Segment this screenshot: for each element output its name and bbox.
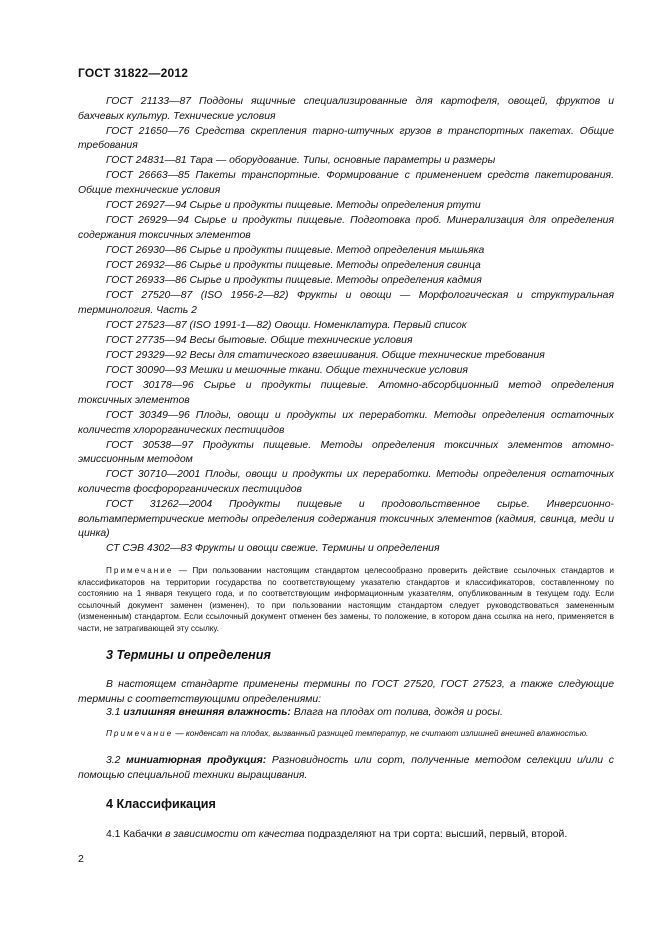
reference-item: ГОСТ 27523—87 (ISO 1991-1—82) Овощи. Номенклатура. Первый список [106,319,467,331]
note-label: Примечание [106,565,174,575]
section-4-paragraph [78,828,614,843]
references-block [78,95,614,634]
reference-item: ГОСТ 27735—94 Весы бытовые. Общие технические условия [106,335,413,346]
reference-item: ГОСТ 30349—96 Плоды, овощи и продукты их переработки. Методы определения остаточных количеств хлорорганических пестицидов [78,409,614,436]
reference-item: СТ СЭВ 4302—83 Фрукты и овощи свежие. Термины и определения [106,543,440,555]
term-3-1-note [78,728,614,740]
term-3-2-number: 3.2 [106,755,121,766]
reference-item: ГОСТ 30538—97 Продукты пищевые. Методы определения токсичных элементов атомно-эмиссионным методом [78,439,614,466]
reference-item: ГОСТ 30710—2001 Плоды, овощи и продукты их переработки. Методы определения остаточных количеств фосфорорганических пестицидов [78,469,614,495]
reference-item: ГОСТ 26930—86 Сырье и продукты пищевые. Метод определения мышьяка [106,244,485,256]
document-header: ГОСТ 31822—2012 [78,66,189,80]
section-4-p-end: подразделяют на три сорта: высший, первый, второй. [304,829,568,840]
reference-item: ГОСТ 30090—93 Мешки и мешочные ткани. Общие технические условия [106,365,468,377]
reference-item: ГОСТ 21133—87 Поддоны ящичные специализированные для картофеля, овощей, фруктов и бахчевых культур. Технические условия [78,96,614,122]
section-3-intro: В настоящем стандарте применены термины по ГОСТ 27520, ГОСТ 27523, а также следующие термины с соответствующими определениями: [78,679,614,705]
reference-item: ГОСТ 26927—94 Сырье и продукты пищевые. Методы определения ртути [106,200,481,212]
term-3-2 [78,754,614,783]
section-4-p-italic: в зависимости от качества [165,829,305,840]
reference-item: ГОСТ 29329—92 Весы для статического взвешивания. Общие технические требования [106,350,545,362]
term-3-1-name: излишняя внешняя влажность: [123,707,291,718]
reference-item: ГОСТ 24831—81 Тара — оборудование. Типы, основные параметры и размеры [106,155,496,167]
term-note-label: Примечание [106,729,174,738]
section-4-p-start: 4.1 Кабачки [106,829,166,840]
reference-item: ГОСТ 27520—87 (ISO 1956-2—82) Фрукты и овощи — Морфологическая и структуральная терминология. Часть 2 [78,290,614,316]
reference-item: ГОСТ 31262—2004 Продукты пищевые и продовольственное сырье. Инверсионно-вольтамперметрические методы определения содержания токсичных элементов (кадмия, свинца, меди и цинка) [78,499,614,540]
term-3-1-number: 3.1 [106,707,121,718]
section-3-title: 3 Термины и определения [106,648,271,662]
section-4-title: 4 Классификация [106,797,216,811]
term-3-1 [78,706,614,721]
reference-item: ГОСТ 26663—85 Пакеты транспортные. Формирование с применением средств пакетирования. Общие технические условия [78,170,614,197]
reference-item: ГОСТ 26932—86 Сырье и продукты пищевые. Методы определения свинца [106,260,481,272]
reference-item: ГОСТ 30178—96 Сырье и продукты пищевые. Атомно-абсорбционный метод определения токсичных элементов [78,380,614,406]
term-3-2-definition: Разновидность или сорт, полученные методом селекции и/или с помощью специальной техники выращивания. [78,755,614,781]
term-3-1-definition: Влага на плодах от полива, дождя и росы. [290,707,503,718]
reference-item: ГОСТ 21650—76 Средства скрепления тарно-штучных грузов в транспортных пакетах. Общие требования [78,125,614,152]
term-3-2-name: миниатюрная продукция: [126,755,267,766]
page-number: 2 [78,853,84,865]
references-note [78,565,614,635]
reference-item: ГОСТ 26933—86 Сырье и продукты пищевые. Методы определения кадмия [106,275,482,287]
note-text: — При пользовании настоящим стандартом целесообразно проверить действие ссылочных стандартов и классификаторов на территории государства по соответствующему указателю стандартов и классификаторов, составленному по состоянию на 1 января текущего года, и по соответствующим информационным указателям, опубликованным в текущем году. Если ссылочный документ заменен (изменен), то при пользовании настоящим стандартом следует руководствоваться замененным (измененным) стандартом. Если ссылочный документ отменен без замены, то положение, в котором дана ссылка на него, применяется в части, не затрагивающей эту ссылку. [78,565,614,633]
term-note-text: — конденсат на плодах, вызванный разницей температур, не считают излишней внешней влажностью. [173,729,589,738]
reference-item: ГОСТ 26929—94 Сырье и продукты пищевые. Подготовка проб. Минерализация для определения содержания токсичных элементов [78,215,614,241]
